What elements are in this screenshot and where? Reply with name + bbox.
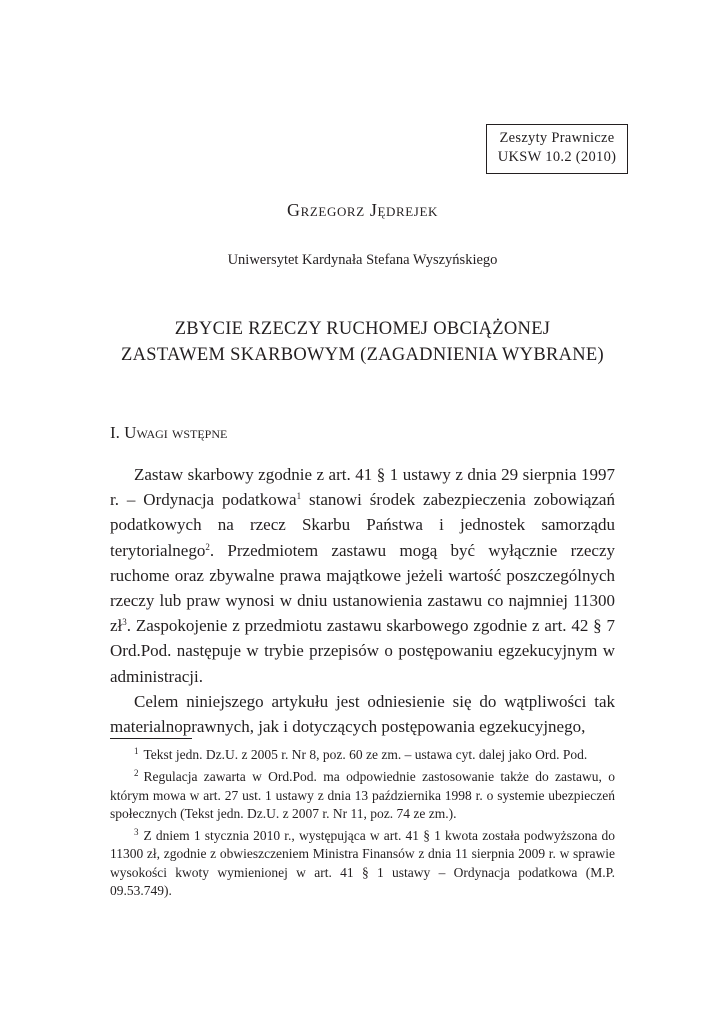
- journal-citation-box: [486, 124, 628, 174]
- article-title: [60, 316, 665, 368]
- footnote-separator: [110, 738, 192, 739]
- footnote-ref-3[interactable]: 3: [122, 617, 127, 628]
- footnote-mark: 2: [134, 768, 139, 779]
- paragraph-1-part-c: . Przedmiotem zastawu mogą być wyłącznie rzeczy ruchome oraz zbywalne prawa majątkowe jeżeli wartość poszczególnych rzeczy lub praw wynosi w dniu ustanowienia zastawu co najmniej 11300 zł: [110, 540, 615, 636]
- footnote: [110, 827, 615, 900]
- footnote-mark: 1: [134, 746, 139, 756]
- section-number: I.: [110, 423, 120, 442]
- paragraph-1-part-d: . Zaspokojenie z przedmiotu zastawu skarbowego zgodnie z art. 42 § 7 Ord.Pod. następuje w trybie przepisów o postępowaniu egzekucyjnym w administracji.: [110, 616, 615, 686]
- paragraph-1-part-a: Zastaw skarbowy zgodnie z art. 41 § 1 ustawy z dnia 29 sierpnia 1997 r. – Ordynacja podatkowa: [110, 465, 615, 510]
- title-line-1: ZBYCIE RZECZY RUCHOMEJ OBCIĄŻONEJ: [174, 319, 551, 339]
- paragraph-1: [110, 462, 615, 689]
- footnote-ref-2[interactable]: 2: [205, 541, 210, 552]
- author-affiliation: Uniwersytet Kardynała Stefana Wyszyńskiego: [227, 252, 498, 268]
- journal-volume: UKSW 10.2 (2010): [497, 149, 617, 165]
- footnote-text: Regulacja zawarta w Ord.Pod. ma odpowiednie zastosowanie także do zastawu, o którym mowa w art. 27 ust. 1 ustawy z dnia 13 października 1998 r. o systemie ubezpieczeń społecznych (Tekst jedn. Dz.U. z 2007 r. Nr 11, poz. 74 ze zm.).: [110, 769, 615, 821]
- footnote-ref-1[interactable]: 1: [296, 491, 302, 502]
- footnote-text: Tekst jedn. Dz.U. z 2005 r. Nr 8, poz. 60 ze zm. – ustawa cyt. dalej jako Ord. Pod.: [143, 747, 588, 762]
- footnotes: [110, 746, 615, 904]
- author-name: Grzegorz Jędrejek: [287, 200, 438, 220]
- journal-name: Zeszyty Prawnicze: [499, 130, 615, 146]
- footnote: [110, 746, 615, 764]
- footnote: [110, 768, 615, 823]
- footnote-text: Z dniem 1 stycznia 2010 r., występująca w art. 41 § 1 kwota została podwyższona do 11300 zł, zgodnie z obwieszczeniem Ministra Finansów z dnia 11 sierpnia 2009 r. w sprawie wysokości kwoty wymienionej w art. 41 § 1 ustawy – Ordynacja podatkowa (M.P. 09.53.749).: [110, 828, 615, 899]
- footnote-mark: 3: [134, 827, 139, 838]
- section-heading: [110, 423, 227, 443]
- paragraph-1-part-b: stanowi środek zabezpieczenia zobowiązań podatkowych na rzecz Skarbu Państwa i jednostek samorządu terytorialnego: [110, 490, 615, 560]
- section-title: Uwagi wstępne: [124, 423, 228, 442]
- body-text: [110, 462, 615, 739]
- paragraph-2: Celem niniejszego artykułu jest odniesienie się do wątpliwości tak materialnoprawnych, jak i dotyczących postępowania egzekucyjnego,: [110, 691, 615, 737]
- title-line-2: ZASTAWEM SKARBOWYM (ZAGADNIENIA WYBRANE): [121, 345, 604, 365]
